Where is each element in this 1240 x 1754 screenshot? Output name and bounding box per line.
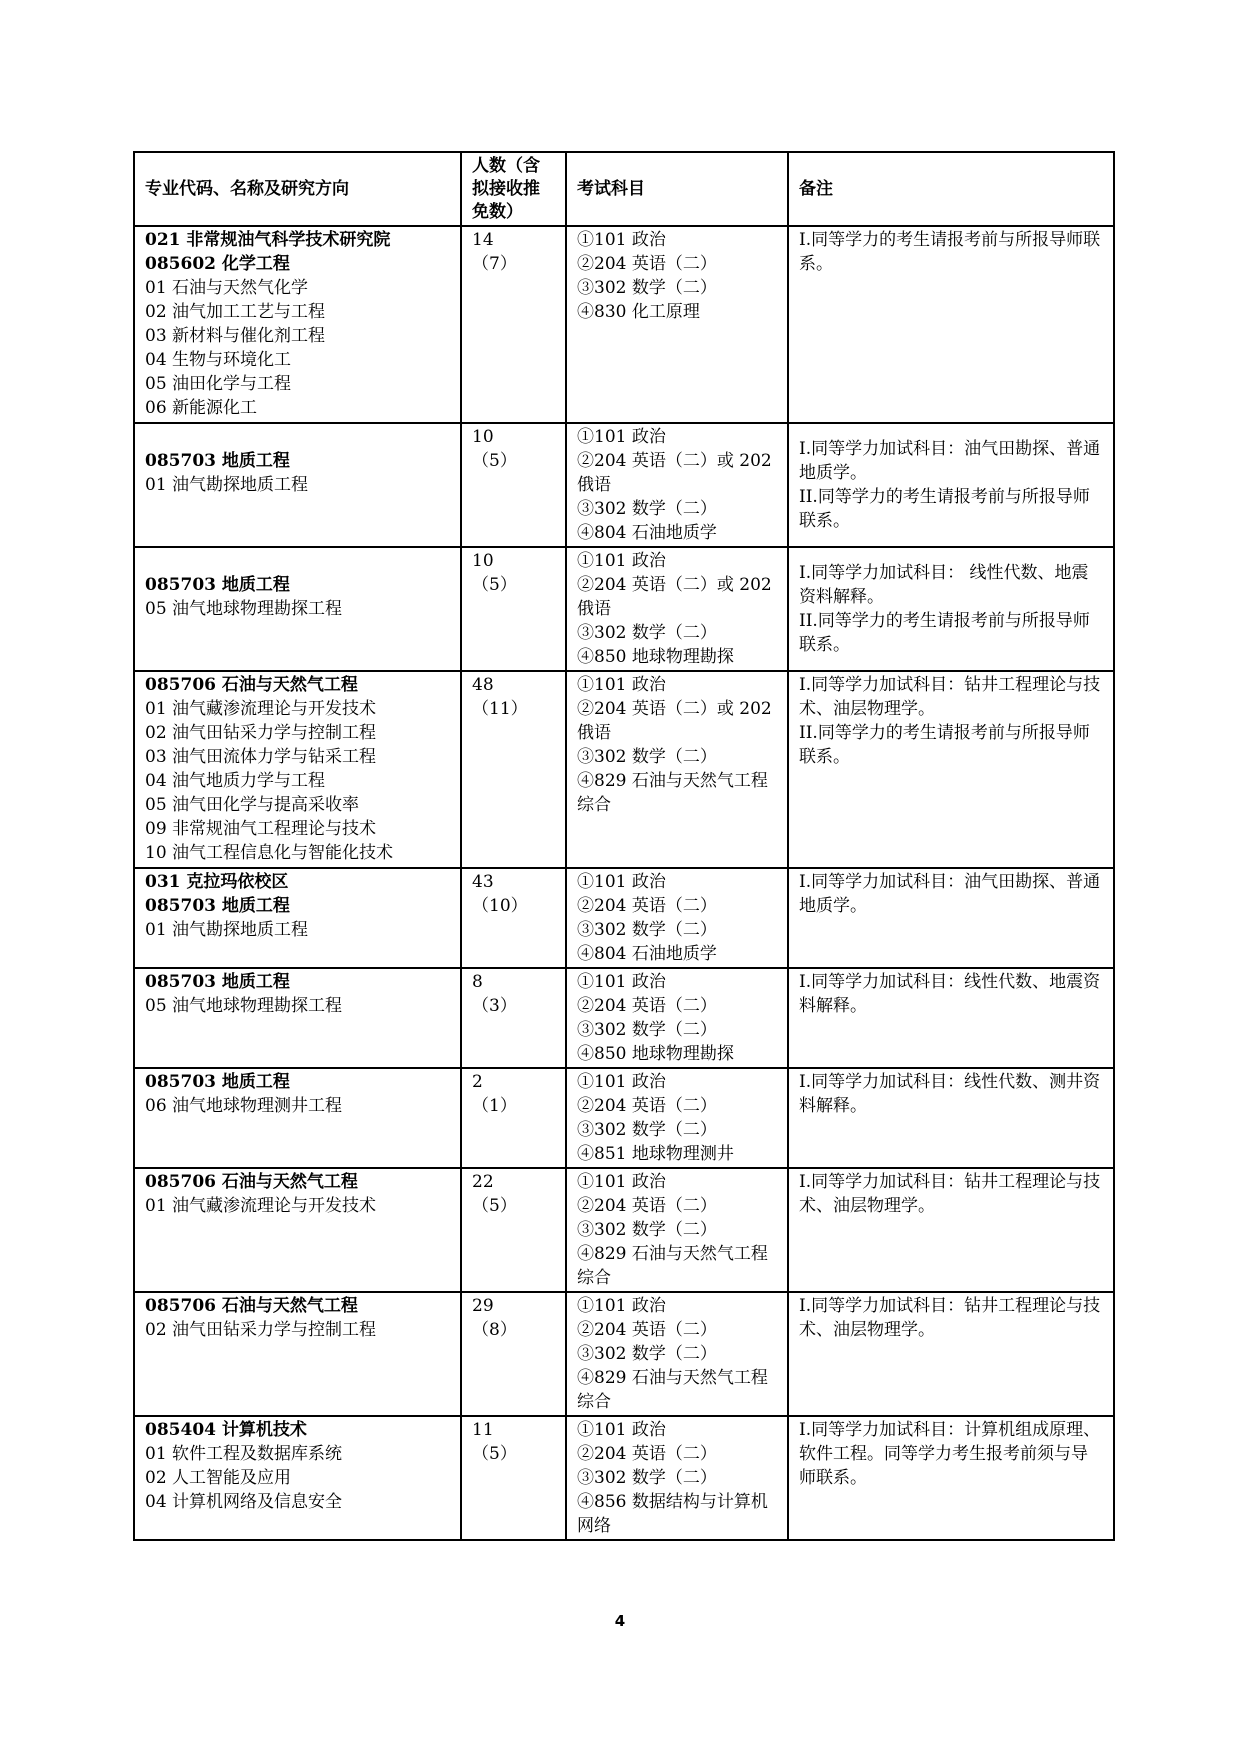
- quota-cell: [461, 968, 566, 1068]
- header-quota: 人数（含 拟接收推 免数）: [461, 152, 566, 226]
- notes-cell: [788, 226, 1114, 423]
- quota-total: 10: [472, 551, 494, 571]
- header-exams: 考试科目: [566, 152, 788, 226]
- major-code-name: 085703 地质工程: [145, 896, 290, 916]
- notes-cell: [788, 671, 1114, 868]
- note-text: I.同等学力加试科目：线性代数、测井资料解释。: [799, 1072, 1101, 1116]
- research-direction: 02 油气加工工艺与工程: [145, 302, 326, 322]
- exam-subject: ③302 数学（二）: [577, 1020, 717, 1040]
- note-text: I.同等学力的考生请报考前与所报导师联系。: [799, 230, 1101, 274]
- research-direction: 09 非常规油气工程理论与技术: [145, 819, 377, 839]
- research-direction: 01 油气藏渗流理论与开发技术: [145, 699, 377, 719]
- quota-cell: [461, 1416, 566, 1540]
- exam-subject: ①101 政治: [577, 427, 666, 447]
- table-body: [134, 226, 1114, 1540]
- notes-cell: [788, 1292, 1114, 1416]
- exam-subject: ②204 英语（二）或 202 俄语: [577, 451, 772, 495]
- research-direction: 05 油气地球物理勘探工程: [145, 996, 343, 1016]
- exam-subject: ③302 数学（二）: [577, 499, 717, 519]
- major-code-name: 085703 地质工程: [145, 575, 290, 595]
- major-code-name: 085404 计算机技术: [145, 1420, 307, 1440]
- exam-subject: ④829 石油与天然气工程综合: [577, 1368, 768, 1412]
- exam-subject: ③302 数学（二）: [577, 747, 717, 767]
- exam-subject: ①101 政治: [577, 1420, 666, 1440]
- exam-subject: ④856 数据结构与计算机网络: [577, 1492, 768, 1536]
- major-code-name: 085706 石油与天然气工程: [145, 1296, 358, 1316]
- major-cell: [134, 968, 461, 1068]
- notes-cell: [788, 1168, 1114, 1292]
- quota-cell: [461, 547, 566, 671]
- major-code-name: 031 克拉玛依校区: [145, 872, 289, 892]
- admissions-table: [133, 151, 1115, 1541]
- quota-exempt: （1）: [472, 1096, 517, 1116]
- research-direction: 02 油气田钻采力学与控制工程: [145, 1320, 377, 1340]
- table-row: [134, 671, 1114, 868]
- exam-subject: ②204 英语（二）或 202 俄语: [577, 699, 772, 743]
- research-direction: 05 油气地球物理勘探工程: [145, 599, 343, 619]
- quota-total: 8: [472, 972, 483, 992]
- notes-cell: [788, 968, 1114, 1068]
- exams-cell: [566, 547, 788, 671]
- note-text: I.同等学力加试科目：钻井工程理论与技术、油层物理学。: [799, 1296, 1101, 1340]
- exam-subject: ④804 石油地质学: [577, 523, 717, 543]
- exam-subject: ③302 数学（二）: [577, 1120, 717, 1140]
- exam-subject: ①101 政治: [577, 230, 666, 250]
- major-cell: [134, 671, 461, 868]
- note-text: I.同等学力加试科目：线性代数、地震资料解释。: [799, 972, 1101, 1016]
- exam-subject: ①101 政治: [577, 1072, 666, 1092]
- exam-subject: ④851 地球物理测井: [577, 1144, 734, 1164]
- exam-subject: ②204 英语（二）: [577, 1096, 717, 1116]
- exam-subject: ③302 数学（二）: [577, 623, 717, 643]
- exams-cell: [566, 226, 788, 423]
- quota-exempt: （5）: [472, 575, 517, 595]
- quota-exempt: （8）: [472, 1320, 517, 1340]
- exam-subject: ④850 地球物理勘探: [577, 1044, 734, 1064]
- major-code-name: 085602 化学工程: [145, 254, 290, 274]
- exams-cell: [566, 1292, 788, 1416]
- table-row: [134, 1068, 1114, 1168]
- note-text: II.同等学力的考生请报考前与所报导师联系。: [799, 487, 1090, 531]
- exam-subject: ①101 政治: [577, 1296, 666, 1316]
- research-direction: 10 油气工程信息化与智能化技术: [145, 843, 394, 863]
- notes-cell: [788, 1068, 1114, 1168]
- note-text: I.同等学力加试科目：油气田勘探、普通地质学。: [799, 439, 1101, 483]
- quota-total: 29: [472, 1296, 494, 1316]
- quota-exempt: （10）: [472, 896, 528, 916]
- table-row: [134, 547, 1114, 671]
- quota-total: 22: [472, 1172, 494, 1192]
- research-direction: 01 油气勘探地质工程: [145, 920, 309, 940]
- exams-cell: [566, 1416, 788, 1540]
- exam-subject: ②204 英语（二）: [577, 996, 717, 1016]
- table-row: [134, 1168, 1114, 1292]
- exams-cell: [566, 1068, 788, 1168]
- quota-cell: [461, 868, 566, 968]
- exam-subject: ①101 政治: [577, 675, 666, 695]
- exam-subject: ④829 石油与天然气工程综合: [577, 771, 768, 815]
- major-cell: [134, 1168, 461, 1292]
- exam-subject: ③302 数学（二）: [577, 1220, 717, 1240]
- major-cell: [134, 423, 461, 547]
- quota-total: 11: [472, 1420, 494, 1440]
- research-direction: 02 油气田钻采力学与控制工程: [145, 723, 377, 743]
- major-code-name: 085706 石油与天然气工程: [145, 1172, 358, 1192]
- exams-cell: [566, 671, 788, 868]
- major-cell: [134, 1068, 461, 1168]
- research-direction: 04 生物与环境化工: [145, 350, 292, 370]
- quota-total: 2: [472, 1072, 483, 1092]
- research-direction: 01 石油与天然气化学: [145, 278, 309, 298]
- note-text: I.同等学力加试科目：钻井工程理论与技术、油层物理学。: [799, 1172, 1101, 1216]
- research-direction: 01 油气勘探地质工程: [145, 475, 309, 495]
- exam-subject: ③302 数学（二）: [577, 920, 717, 940]
- exam-subject: ①101 政治: [577, 872, 666, 892]
- major-code-name: 085706 石油与天然气工程: [145, 675, 358, 695]
- quota-exempt: （3）: [472, 996, 517, 1016]
- quota-cell: [461, 1168, 566, 1292]
- exam-subject: ②204 英语（二）: [577, 1196, 717, 1216]
- exam-subject: ③302 数学（二）: [577, 1468, 717, 1488]
- note-text: I.同等学力加试科目：油气田勘探、普通地质学。: [799, 872, 1101, 916]
- exams-cell: [566, 1168, 788, 1292]
- table-header-row: [134, 152, 1114, 226]
- quota-total: 10: [472, 427, 494, 447]
- quota-exempt: （5）: [472, 1196, 517, 1216]
- exam-subject: ③302 数学（二）: [577, 278, 717, 298]
- quota-exempt: （7）: [472, 254, 517, 274]
- quota-cell: [461, 671, 566, 868]
- major-code-name: 085703 地质工程: [145, 451, 290, 471]
- major-cell: [134, 868, 461, 968]
- page-number: 4: [614, 1612, 626, 1630]
- research-direction: 05 油田化学与工程: [145, 374, 292, 394]
- exams-cell: [566, 868, 788, 968]
- quota-cell: [461, 226, 566, 423]
- exams-cell: [566, 423, 788, 547]
- note-text: I.同等学力加试科目：计算机组成原理、软件工程。同等学力考生报考前须与导师联系。: [799, 1420, 1101, 1488]
- note-text: II.同等学力的考生请报考前与所报导师联系。: [799, 723, 1090, 767]
- quota-exempt: （5）: [472, 1444, 517, 1464]
- table-row: [134, 968, 1114, 1068]
- header-notes: 备注: [788, 152, 1114, 226]
- major-cell: [134, 226, 461, 423]
- research-direction: 03 油气田流体力学与钻采工程: [145, 747, 377, 767]
- research-direction: 01 软件工程及数据库系统: [145, 1444, 343, 1464]
- quota-cell: [461, 423, 566, 547]
- table-row: [134, 226, 1114, 423]
- major-cell: [134, 1416, 461, 1540]
- notes-cell: [788, 423, 1114, 547]
- table-row: [134, 423, 1114, 547]
- exam-subject: ①101 政治: [577, 972, 666, 992]
- quota-cell: [461, 1068, 566, 1168]
- exam-subject: ②204 英语（二）或 202 俄语: [577, 575, 772, 619]
- table-row: [134, 868, 1114, 968]
- research-direction: 02 人工智能及应用: [145, 1468, 292, 1488]
- quota-total: 48: [472, 675, 494, 695]
- exam-subject: ①101 政治: [577, 1172, 666, 1192]
- exam-subject: ④830 化工原理: [577, 302, 700, 322]
- note-text: II.同等学力的考生请报考前与所报导师联系。: [799, 611, 1090, 655]
- exam-subject: ②204 英语（二）: [577, 1444, 717, 1464]
- exam-subject: ③302 数学（二）: [577, 1344, 717, 1364]
- header-major: 专业代码、名称及研究方向: [134, 152, 461, 226]
- research-direction: 03 新材料与催化剂工程: [145, 326, 326, 346]
- exam-subject: ④829 石油与天然气工程综合: [577, 1244, 768, 1288]
- quota-exempt: （5）: [472, 451, 517, 471]
- major-code-name: 085703 地质工程: [145, 1072, 290, 1092]
- notes-cell: [788, 547, 1114, 671]
- note-text: I.同等学力加试科目： 线性代数、地震资料解释。: [799, 563, 1089, 607]
- note-text: I.同等学力加试科目：钻井工程理论与技术、油层物理学。: [799, 675, 1101, 719]
- exam-subject: ④850 地球物理勘探: [577, 647, 734, 667]
- exams-cell: [566, 968, 788, 1068]
- exam-subject: ②204 英语（二）: [577, 254, 717, 274]
- research-direction: 06 油气地球物理测井工程: [145, 1096, 343, 1116]
- quota-exempt: （11）: [472, 699, 528, 719]
- major-code-name: 085703 地质工程: [145, 972, 290, 992]
- notes-cell: [788, 1416, 1114, 1540]
- exam-subject: ②204 英语（二）: [577, 896, 717, 916]
- research-direction: 04 油气地质力学与工程: [145, 771, 326, 791]
- quota-cell: [461, 1292, 566, 1416]
- major-code-name: 021 非常规油气科学技术研究院: [145, 230, 391, 250]
- table-row: [134, 1292, 1114, 1416]
- table-row: [134, 1416, 1114, 1540]
- research-direction: 05 油气田化学与提高采收率: [145, 795, 360, 815]
- exam-subject: ②204 英语（二）: [577, 1320, 717, 1340]
- research-direction: 06 新能源化工: [145, 398, 258, 418]
- research-direction: 01 油气藏渗流理论与开发技术: [145, 1196, 377, 1216]
- major-cell: [134, 547, 461, 671]
- notes-cell: [788, 868, 1114, 968]
- quota-total: 14: [472, 230, 494, 250]
- exam-subject: ①101 政治: [577, 551, 666, 571]
- research-direction: 04 计算机网络及信息安全: [145, 1492, 343, 1512]
- quota-total: 43: [472, 872, 494, 892]
- exam-subject: ④804 石油地质学: [577, 944, 717, 964]
- major-cell: [134, 1292, 461, 1416]
